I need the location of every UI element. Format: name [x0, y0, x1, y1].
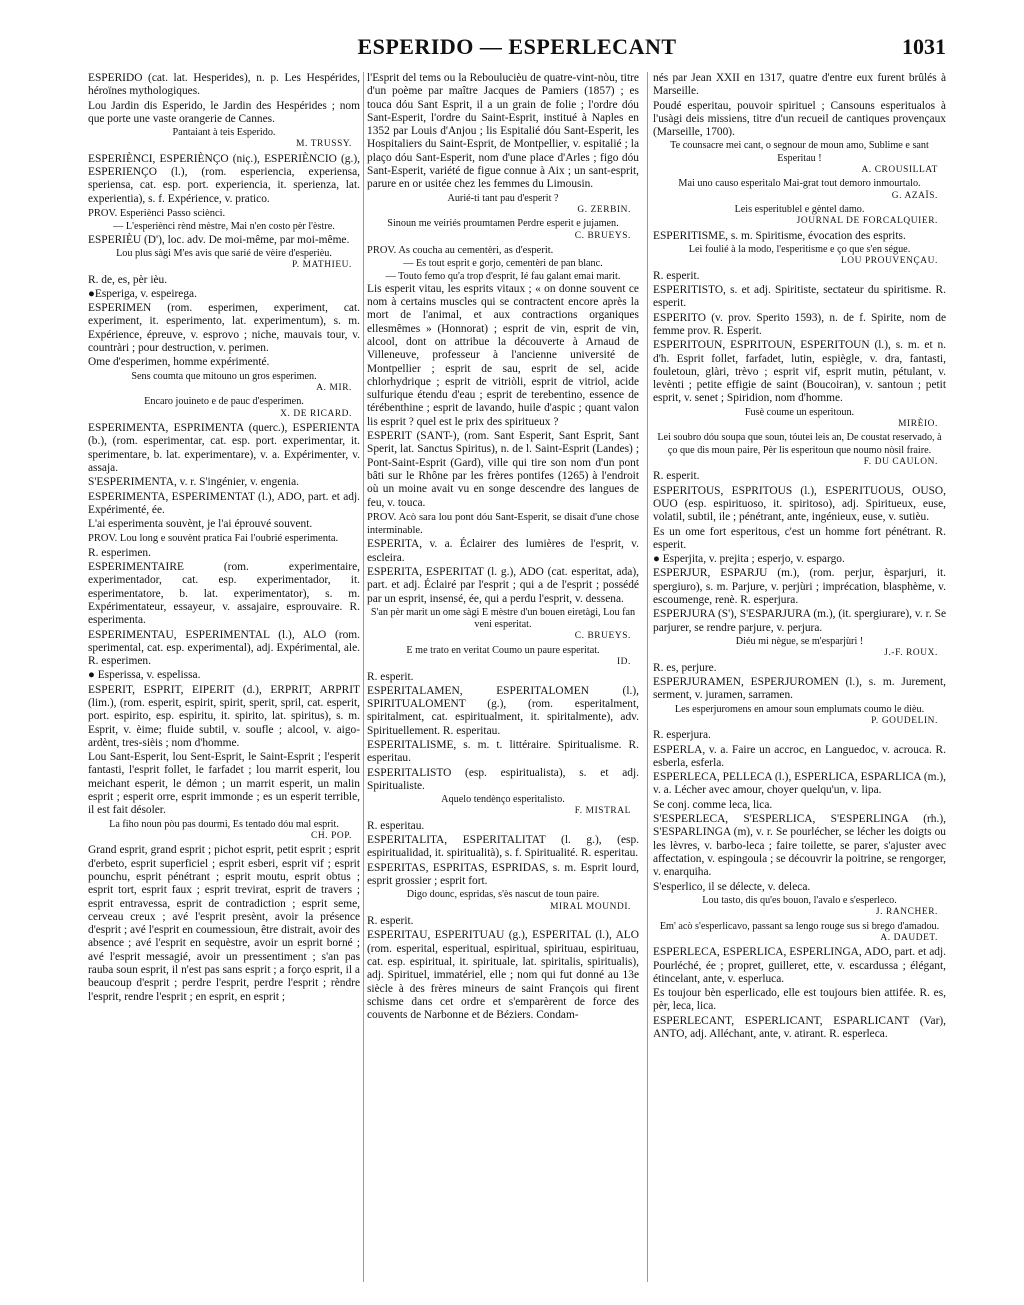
dictionary-entry: Lou Sant-Esperit, lou Sent-Esprit, le Saint-Esprit ; l'esperit fantasti, l'esprit follet, le farfadet ; lou marrit esperit, lou meichant esperit, le démon ; un marrit esperit, un malin esprit ; esperit orre, esprit immonde ; es un esperit terrible, il est fait désoler.	[88, 751, 360, 817]
dictionary-entry: ESPERITALAMEN, ESPERITALOMEN (l.), SPIRITUALOMENT (g.), (rom. esperitalment, spiritalment, cat. espiritualment, it. spiritalmente), adv. Spirituellement. R. esperitau.	[367, 684, 639, 737]
dictionary-entry: ESPERITALITA, ESPERITALITAT (l. g.), (esp. espiritualidad, it. spiritualità), s. f. Spiritualité. R. esperitau.	[367, 834, 639, 860]
dictionary-attr: CH. POP.	[310, 830, 352, 841]
dictionary-attr: A. CROUSILLAT	[861, 164, 938, 175]
dictionary-attr: G. AZAÏS.	[891, 190, 938, 201]
dictionary-attr: F. DU CAULON.	[863, 456, 938, 467]
dictionary-quote: Diéu mi nègue, se m'esparjùri !	[735, 635, 864, 647]
dictionary-attr: MIRÈIO.	[898, 418, 938, 429]
dictionary-quote: Lei soubro dóu soupa que soun, tóutei leis an, De coustat reservado, à ço que dis moun paire, Pèr lis esperitoun que noumo nòsil fraire.	[657, 432, 942, 456]
dictionary-quote: Lou tasto, dis qu'es bouon, l'avalo e s'esperleco.	[702, 894, 897, 906]
dictionary-entry: ESPERIT, ESPRIT, EIPERIT (d.), ERPRIT, ARPRIT (lim.), (rom. esperit, espirit, spirit, sperit, spril, cat. esperit, port. espirito, esp. espiritu, it. spirito, lat. spiritus), s. m. Esprit, v. èime; fluide subtil, v. soufle ; alcool, v. aigo-ardènt, tres-sièis ; nom d'homme.	[88, 683, 360, 749]
dictionary-ref: R. esperimen.	[88, 546, 151, 559]
dictionary-entry: ESPERLECA, ESPERLICA, ESPERLINGA, ADO, part. et adj. Pourléché, ée ; propret, guilleret, ette, v. escardussa ; élégant, étincelant, ante, v. esperluca.	[653, 946, 946, 985]
dictionary-quote: Pantaiant à teis Esperido.	[172, 127, 276, 139]
dictionary-attr: JOURNAL DE FORCALQUIER.	[796, 216, 938, 227]
page-header	[88, 34, 946, 64]
column-divider	[363, 72, 364, 1282]
dictionary-entry: ESPERITAU, ESPERITUAU (g.), ESPERITAL (l.), ALO (rom. esperital, esperitual, espiritual, spirituau, espirituau, cat. esp. espiritual, it. spirituale, lat. spiritalis, spiritualis), adj. Spirituel, immatériel, elle ; nom qui fut donné au 13e siècle à des frères mineurs de saint François qui firent schisme dans cet ordre et s'emparèrent de force des couvents de Narbonne et de Béziers. Condam-	[367, 929, 639, 1022]
dictionary-attr: F. MISTRAL	[574, 806, 631, 817]
dictionary-entry: ESPERIMENTA, ESPRIMENTA (querc.), ESPERIENTA (b.), (rom. esperimentar, cat. esp. port. experimentar, it. sperimentare, b. lat. experimentare), v. a. Expérimenter, v. assaja.	[88, 422, 360, 474]
dictionary-entry: S'ESPERLECA, S'ESPERLICA, S'ESPERLINGA (rh.), S'ESPARLINGA (m), v. r. Se pourlécher, se lécher les doigts ou les lèvres, v. barbo-leca ; faire toilette, se parer, s'ajuster avec affectation, v. espingoula ; se découvrir la poitrine, se rengorger, v. enarquiha.	[653, 813, 946, 879]
dictionary-quote: Fusè coume un esperitoun.	[744, 406, 855, 418]
dictionary-attr: G. ZERBIN.	[577, 204, 631, 215]
column-divider	[647, 72, 648, 1282]
dictionary-quote: Sens coumta que mitouno un gros esperimen.	[131, 370, 317, 382]
dictionary-ref: R. esperit.	[653, 470, 700, 483]
dictionary-quote: Encaro jouineto e de pauc d'esperimen.	[144, 396, 304, 408]
dictionary-attr: C. BRUEYS.	[574, 230, 631, 241]
dictionary-attr: M. TRUSSY.	[296, 139, 352, 150]
dictionary-ref: ● Esperjita, v. prejita ; esperjo, v. espargo.	[653, 553, 845, 566]
dictionary-ref: R. esperit.	[653, 269, 700, 282]
dictionary-entry: ESPERIMENTAIRE (rom. experimentaire, experimentador, cat. esp. experimentador, it. esperimentatore, b. lat. experimentator), s. m. Expérimentateur, essayeur, v. assajaire, esprouvaire. R. esperimenta.	[88, 561, 360, 627]
dictionary-attr: ID.	[616, 657, 631, 668]
dictionary-entry: ESPERIDO (cat. lat. Hesperides), n. p. Les Hespérides, héroïnes mythologiques.	[88, 72, 360, 98]
dictionary-entry: ESPERITO (v. prov. Sperito 1593), n. de f. Spirite, nom de femme prov. R. Esperit.	[653, 311, 946, 337]
dictionary-entry: ESPERIMENTAU, ESPERIMENTAL (l.), ALO (rom. sperimental, cat. esp. experimental), adj. Expérimental, ale. R. esperimen.	[88, 628, 360, 668]
dictionary-attr: MIRAL MOUNDI.	[550, 901, 631, 912]
dictionary-quote: La fiho noun pòu pas dourmi, Es tentado dóu mal esprit.	[109, 818, 339, 830]
dictionary-entry: ESPERLA, v. a. Faire un accroc, en Languedoc, v. acrouca. R. esberla, esferla.	[653, 743, 946, 769]
dictionary-quote: Aquelo tendènço esperitalisto.	[441, 794, 565, 806]
dictionary-entry: ESPERLECA, PELLECA (l.), ESPERLICA, ESPARLICA (m.), v. a. Lécher avec amour, choyer quelqu'un, v. lipa.	[653, 771, 946, 797]
dictionary-entry: ESPERITISTO, s. et adj. Spiritiste, sectateur du spiritisme. R. esperit.	[653, 284, 946, 310]
dictionary-attr: LOU PROUVENÇAU.	[840, 256, 938, 267]
dictionary-entry: ESPERITOUN, ESPRITOUN, ESPERITOUN (l.), s. m. et n. d'h. Esprit follet, farfadet, lutin, espiègle, v. dra, fantasti, fouletoun, glàri, trèvo ; esprit vif, esprit mutin, pétulant, v. levènti ; petite effigie de saint (Boucoiran), v. santoun ; petit esprit, v. senet ; Spiridion, nom d'homme.	[653, 339, 946, 405]
dictionary-entry: Lis esperit vitau, les esprits vitaux ; « on donne souvent ce nom à certains muscles qui se contractent encore après la mort de l'animal, et aux contractions organiques ellesmêmes » (Honnorat) ; esprit de vin, esprit de vin, alcool, dont on attribue la découverte à Arnaud de Villeneuve, professeur à l'ancienne université de Montpellier ; esprit de sau, esprit de sel, acide chlorhydrique ; esprit de vitriòli, esprit de vitriol, acide sulfurique étendu d'eau ; esprit de terebentino, essence de térébenthine ; esprit de lavando, huile d'aspic ; quant valon lis esprit ? quel est le prix des spiritueux ?	[367, 282, 639, 428]
dictionary-entry: nés par Jean XXII en 1317, quatre d'entre eux furent brûlés à Marseille.	[653, 72, 946, 98]
dictionary-entry: Ome d'esperimen, homme expérimenté.	[88, 356, 270, 369]
dictionary-entry: ESPERITALISTO (esp. espiritualista), s. et adj. Spiritualiste.	[367, 766, 639, 792]
dictionary-quote: Digo dounc, espridas, s'ès nascut de toun paire.	[406, 889, 600, 901]
dictionary-entry: ESPERIT (SANT-), (rom. Sant Esperit, Sant Esprit, Sant Sperit, lat. Sanctus Spiritus), n. de l. Saint-Esprit (Landes) ; Pont-Saint-Esprit (Gard), ville qui tire son nom d'un pont bâti sur le Rhône par les frères pontifes (1265) à l'endroit où un moine avait vu en songe descendre des langues de feu, v. touca.	[367, 430, 639, 509]
dictionary-entry: ESPERITOUS, ESPRITOUS (l.), ESPERITUOUS, OUSO, OUO (esp. espirituoso, it. spiritoso), adj. Spiritueux, euse, volatil, subtil, ile ; pénétrant, ante, ingénieux, euse, v. sutièu.	[653, 484, 946, 524]
dictionary-quote: Mai uno causo esperitalo Mai-grat tout demoro inmourtalo.	[678, 178, 921, 190]
dictionary-entry: S'ESPERIMENTA, v. r. S'ingénier, v. engenia.	[88, 476, 300, 489]
dictionary-entry: ESPERIMEN (rom. esperimen, experiment, cat. experiment, it. esperimento, lat. experimentum), s. m. Expérience, épreuve, v. esprovo ; niche, mauvais tour, v. countràri ; pour destruction, v. perimen.	[88, 302, 360, 355]
dictionary-ref: R. esperit.	[367, 670, 414, 683]
dictionary-quote: S'an pèr marit un ome sàgi E mèstre d'un bouen eiretàgi, Lou fan veni esperitat.	[370, 606, 636, 631]
dictionary-column-3	[653, 72, 946, 1287]
dictionary-entry: Es toujour bèn esperlicado, elle est toujours bien attifée. R. es, pèr, leca, lica.	[653, 987, 946, 1013]
dictionary-attr: J. RANCHER.	[875, 907, 938, 917]
dictionary-quote: Leis esperitublel e gèntel damo.	[734, 204, 865, 216]
dictionary-attr: A. MIR.	[316, 382, 352, 393]
dictionary-entry: ESPERITA, ESPERITAT (l. g.), ADO (cat. esperitat, ada), part. et adj. Éclairé par l'esprit ; qui a de l'esprit ; possédé par un esprit, insensé, ée, qui a perdu l'esprit, v. dessena.	[367, 566, 639, 605]
dictionary-entry: ESPERIÈU (D'), loc. adv. De moi-même, par moi-même.	[88, 233, 350, 246]
dictionary-quote: Sinoun me veiriés proumtamen Perdre esperit e jujamen.	[387, 218, 619, 230]
dictionary-entry: ESPERLECANT, ESPERLICANT, ESPARLICANT (Var), ANTO, adj. Alléchant, ante, v. atirant. R. esperleca.	[653, 1014, 946, 1040]
dictionary-attr: J.-F. ROUX.	[884, 648, 938, 659]
dictionary-column-2	[367, 72, 639, 1287]
dictionary-quote: — L'esperiènci rènd mèstre, Mai n'en costo pèr l'èstre.	[113, 221, 335, 233]
dictionary-quote: Te counsacre mei cant, o segnour de moun amo, Sublime e sant Esperitau !	[670, 140, 929, 164]
dictionary-entry: ESPERJUR, ESPARJU (m.), (rom. perjur, èsparjuri, it. spergiuro), s. m. Parjure, v. perjùri ; imprécation, blasphème, v. escoumenge, renè. R. esperjura.	[653, 567, 946, 607]
dictionary-attr: P. GOUDELIN.	[871, 715, 938, 726]
dictionary-column-1	[88, 72, 360, 1287]
dictionary-entry: Es un ome fort esperitous, c'est un homme fort pénétrant. R. esperit.	[653, 525, 946, 551]
dictionary-attr: A. DAUDET.	[880, 932, 938, 943]
dictionary-quote: Les esperjuromens en amour soun emplumats coumo le dièu.	[674, 703, 925, 715]
dictionary-sub: PROV. Acò sara lou pont dóu Sant-Esperit, se disait d'une chose interminable.	[367, 511, 639, 537]
dictionary-entry: L'ai esperimenta souvènt, je l'ai éprouvé souvent.	[88, 518, 313, 531]
dictionary-entry: ESPERITA, v. a. Éclairer des lumières de l'esprit, v. escleira.	[367, 538, 639, 564]
dictionary-entry: S'esperlico, il se délecte, v. deleca.	[653, 880, 811, 893]
dictionary-ref: ●Esperiga, v. espeirega.	[88, 287, 197, 300]
dictionary-entry: ESPERIÈNCI, ESPERIÈNÇO (niç.), ESPERIÈNCIO (g.), ESPERIENÇO (l.), (rom. esperiencia, experiensa, speriensa, cat. esp. port. experiencia, it. sperienza, lat. experientia), s. f. Expérience, v. pratico.	[88, 152, 360, 205]
dictionary-ref: R. de, es, pèr ièu.	[88, 273, 168, 286]
dictionary-quote: — Touto femo qu'a trop d'esprit, Ié fau galant emai marit.	[385, 270, 621, 282]
dictionary-attr: X. DE RICARD.	[280, 408, 352, 419]
dictionary-attr: P. MATHIEU.	[292, 260, 352, 271]
dictionary-ref: R. esperitau.	[367, 819, 425, 832]
dictionary-quote: Aurié-ti tant pau d'esperit ?	[447, 192, 559, 204]
dictionary-ref: R. esperjura.	[653, 729, 711, 742]
dictionary-sub: PROV. As coucha au cementèri, as d'esperit.	[367, 245, 554, 257]
dictionary-sub: PROV. Lou long e souvènt pratica Fai l'oubrié esperimenta.	[88, 533, 339, 545]
dictionary-entry: ESPERJURA (S'), S'ESPARJURA (m.), (it. spergiurare), v. r. Se parjurer, se rendre parjure, v. perjura.	[653, 608, 946, 634]
page-number: 1031	[902, 34, 946, 59]
dictionary-sub: PROV. Esperiènci Passo sciènci.	[88, 208, 226, 220]
dictionary-quote: Lou plus sàgi M'es avis que sarié de vèire d'esperièu.	[116, 247, 332, 259]
dictionary-entry: ESPERITISME, s. m. Spiritisme, évocation des esprits.	[653, 229, 906, 242]
dictionary-entry: ESPERIMENTA, ESPERIMENTAT (l.), ADO, part. et adj. Expérimenté, ée.	[88, 490, 360, 516]
dictionary-entry: ESPERJURAMEN, ESPERJUROMEN (l.), s. m. Jurement, serment, v. juramen, sarramen.	[653, 675, 946, 702]
dictionary-quote: — Es tout esprit e gorjo, cementèri de pan blanc.	[403, 258, 603, 270]
dictionary-quote: Em' acò s'esperlicavo, passant sa lengo rouge sus si brego d'amadou.	[659, 920, 940, 932]
dictionary-ref: R. esperit.	[367, 915, 414, 928]
dictionary-quote: Lei foulié à la modo, l'esperitisme e ço que s'en ségue.	[688, 244, 911, 256]
dictionary-entry: l'Esprit del tems ou la Reboulucièu de quatre-vint-nòu, titre d'un poème par maître Jacques de Pamiers (1857) ; es touca dóu Sant Esprit, il a un grain de folie ; l'ordre dóu Sant-Esperit, l'ordre du Saint-Esprit, institué à Naples en 1352 par Louis d'Anjou ; lis Espitalié dóu Sant-Esperit, les Hospitaliers du Saint-Esprit, de Montpellier, v. espitalié ; la plaço dóu Sant-Esperit, nom d'une place d'Arles ; figo dóu Sant-Esperit, variété de figue connue à Aix ; un sant-esprit, parure en or usitée chez les femmes du Limousin.	[367, 72, 639, 191]
dictionary-entry: Se conj. comme leca, lica.	[653, 798, 773, 811]
dictionary-attr: C. BRUEYS.	[574, 631, 631, 642]
dictionary-entry: ESPERITALISME, s. m. t. littéraire. Spiritualisme. R. esperitau.	[367, 739, 639, 765]
dictionary-ref: R. es, perjure.	[653, 661, 717, 674]
running-title: ESPERIDO — ESPERLECANT	[357, 34, 677, 59]
dictionary-entry: ESPERITAS, ESPRITAS, ESPRIDAS, s. m. Esprit lourd, esprit grossier ; esprit fort.	[367, 861, 639, 888]
dictionary-entry: Grand esprit, grand esprit ; pichot esprit, petit esprit ; esprit d'erbeto, esprit superficiel ; esprit esberi, esprit vif ; esprit pounchu, esprit pénétrant ; esprit moutu, esprit obtus ; esprit tort, esprit faux ; esprit trevirat, esprit de travers ; esprit entravessa, esprit de contradiction ; esprit seme, cerveau creux ; avé l'esprit presènt, avoir la présence d'esprit ; avé l'esprit en coumessioun, être distrait, avoir des absence ; avé l'esprit en sequèstre, avoir un esprit borné ; avé l'esprit messagié, avoir un pressentiment ; s'an pas rauba soun esprit, il n'est pas sans esprit ; a forço esprit, il a beaucoup d'esprit ; perdre l'esprit, perdre l'esprit ; rèndre l'esprit, rendre l'esprit ; en esprit, en esprit ;	[88, 844, 360, 1003]
dictionary-quote: E me trato en veritat Coumo un paure esperitat.	[406, 644, 600, 656]
dictionary-entry: Poudé esperitau, pouvoir spirituel ; Cansouns esperitualos à l'usàgi deis missiens, titre d'un recueil de cantiques provençaux (Marseille, 1700).	[653, 99, 946, 139]
dictionary-entry: Lou Jardin dis Esperido, le Jardin des Hespérides ; nom que porte une vaste orangerie de Cannes.	[88, 99, 360, 125]
dictionary-ref: ● Esperissa, v. espelissa.	[88, 669, 201, 682]
